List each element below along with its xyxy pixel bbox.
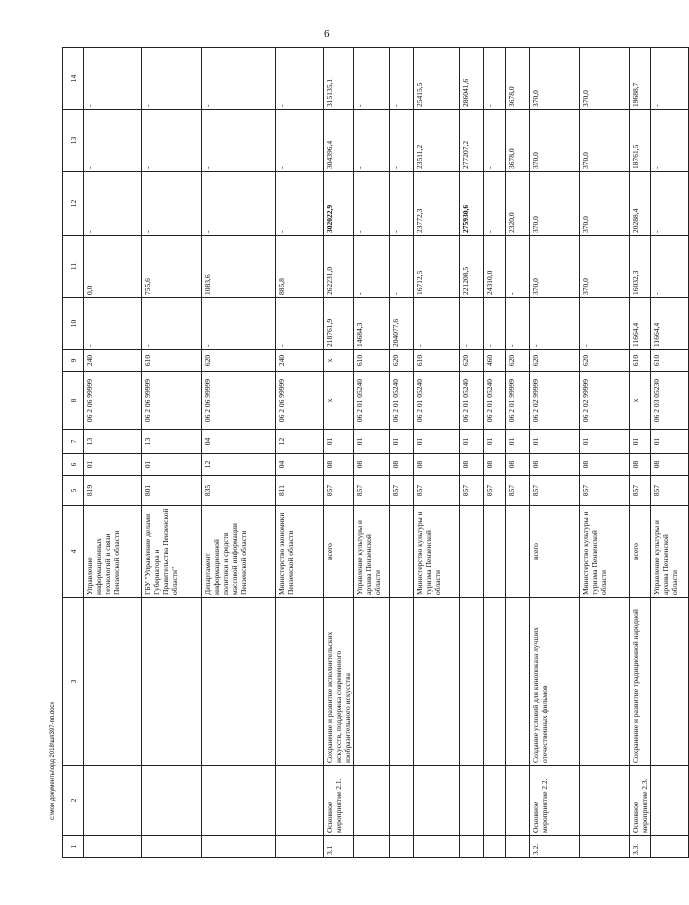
column-header: 4: [63, 506, 84, 598]
table-cell: всего: [630, 506, 651, 598]
table-row: [202, 48, 276, 858]
table-cell: 3678,0: [506, 110, 530, 172]
table-cell: [506, 598, 530, 766]
table-cell: [580, 598, 630, 766]
table-cell: -: [651, 172, 689, 236]
table-cell: 819: [84, 476, 142, 506]
footer-path: [50, 701, 64, 830]
table-cell: -: [414, 298, 460, 350]
table-cell: Сохранение и развитие традиционной народной: [630, 598, 651, 766]
table-cell: 06 2 06 99999: [276, 372, 324, 430]
table-cell: 08: [484, 454, 506, 476]
table-cell: 3.3.: [630, 836, 651, 858]
column-header: 3: [63, 598, 84, 766]
table-cell: всего: [530, 506, 580, 598]
footer-path-text: c:\мои документы\орд 2018\шп397-пп.docx: [50, 701, 56, 820]
table-cell: 610: [142, 350, 202, 372]
table-cell: [142, 598, 202, 766]
table-cell: 1083,6: [202, 236, 276, 298]
table-cell: 01: [484, 430, 506, 454]
table-cell: 3.1: [324, 836, 354, 858]
column-header: 5: [63, 476, 84, 506]
table-cell: 01: [580, 430, 630, 454]
table-cell: 3.2.: [530, 836, 580, 858]
table-cell: 620: [202, 350, 276, 372]
table-cell: [142, 836, 202, 858]
table-cell: 218761,9: [324, 298, 354, 350]
table-cell: [484, 506, 506, 598]
table-cell: 08: [506, 454, 530, 476]
table-cell: 857: [414, 476, 460, 506]
table-cell: 01: [324, 430, 354, 454]
table-cell: 857: [651, 476, 689, 506]
table-row: [651, 48, 689, 858]
header-row: [63, 48, 84, 858]
table-cell: 262231,0: [324, 236, 354, 298]
table-cell: -: [276, 298, 324, 350]
table-cell: 857: [324, 476, 354, 506]
column-header: 8: [63, 372, 84, 430]
table-cell: 620: [530, 350, 580, 372]
page-number: 6: [324, 28, 330, 40]
table-row: [414, 48, 460, 858]
table-cell: -: [460, 298, 484, 350]
table-cell: 620: [460, 350, 484, 372]
table-cell: [484, 766, 506, 836]
table-cell: -: [142, 298, 202, 350]
table-cell: [580, 766, 630, 836]
table-cell: -: [580, 298, 630, 350]
table-cell: 857: [390, 476, 414, 506]
table-cell: 610: [414, 350, 460, 372]
table-cell: 08: [324, 454, 354, 476]
table-cell: 25415,5: [414, 48, 460, 110]
table-cell: -: [202, 110, 276, 172]
table-row: [142, 48, 202, 858]
table-cell: 885,8: [276, 236, 324, 298]
table-cell: 370,0: [530, 48, 580, 110]
table-cell: 2320,0: [506, 172, 530, 236]
column-header: 10: [63, 298, 84, 350]
table-cell: [506, 836, 530, 858]
column-header: 7: [63, 430, 84, 454]
table-cell: 811: [276, 476, 324, 506]
table-cell: 08: [530, 454, 580, 476]
table-cell: 3678,0: [506, 48, 530, 110]
column-header: 13: [63, 110, 84, 172]
table-cell: [414, 836, 460, 858]
table-cell: 06 2 01 05240: [414, 372, 460, 430]
table-cell: -: [484, 298, 506, 350]
table-cell: [202, 598, 276, 766]
table-cell: 06 2 03 05230: [651, 372, 689, 430]
table-cell: 370,0: [580, 172, 630, 236]
table-cell: 04: [202, 430, 276, 454]
table-cell: х: [324, 372, 354, 430]
table-cell: -: [142, 172, 202, 236]
table-cell: 610: [630, 350, 651, 372]
column-header: 12: [63, 172, 84, 236]
table-cell: Управление информационных технологий и связи Пензенской области: [84, 506, 142, 598]
table-cell: 370,0: [530, 236, 580, 298]
table-cell: 857: [506, 476, 530, 506]
table-cell: Министерство экономики Пензенской области: [276, 506, 324, 598]
table-cell: 06 2 06 99999: [142, 372, 202, 430]
table-cell: -: [390, 48, 414, 110]
table-cell: 204077,6: [390, 298, 414, 350]
table-cell: 460: [484, 350, 506, 372]
table-cell: 370,0: [580, 48, 630, 110]
table-cell: -: [84, 48, 142, 110]
table-cell: 01: [414, 430, 460, 454]
table-cell: [390, 506, 414, 598]
table-cell: -: [651, 236, 689, 298]
table-cell: 304396,4: [324, 110, 354, 172]
table-cell: 24310,0: [484, 236, 506, 298]
column-header: 1: [63, 836, 84, 858]
table-cell: 06 2 06 99999: [84, 372, 142, 430]
table-cell: [484, 598, 506, 766]
table-cell: -: [142, 110, 202, 172]
table-row: [580, 48, 630, 858]
column-header: 6: [63, 454, 84, 476]
table-cell: -: [354, 172, 390, 236]
table-cell: 13: [84, 430, 142, 454]
table-row: [460, 48, 484, 858]
table-cell: Министерство культуры и туризма Пензенской области: [580, 506, 630, 598]
table-cell: 18761,5: [630, 110, 651, 172]
table-cell: 275930,6: [460, 172, 484, 236]
table-row: [354, 48, 390, 858]
table-cell: 08: [390, 454, 414, 476]
table-cell: всего: [324, 506, 354, 598]
table-cell: [414, 598, 460, 766]
table-cell: [460, 836, 484, 858]
table-cell: 240: [276, 350, 324, 372]
table-cell: 08: [580, 454, 630, 476]
table-cell: 01: [530, 430, 580, 454]
table-cell: [506, 506, 530, 598]
table-cell: 12: [276, 430, 324, 454]
table-cell: 277207,2: [460, 110, 484, 172]
table-row: [506, 48, 530, 858]
table-cell: [276, 766, 324, 836]
table-cell: 06 2 01 05240: [460, 372, 484, 430]
table-cell: 11664,4: [651, 298, 689, 350]
table-cell: 23511,2: [414, 110, 460, 172]
table-cell: 06 2 01 05240: [390, 372, 414, 430]
table-cell: 06 2 01 05240: [354, 372, 390, 430]
table-row: [390, 48, 414, 858]
table-cell: [460, 598, 484, 766]
table-cell: -: [354, 236, 390, 298]
table-cell: 01: [84, 454, 142, 476]
table-cell: 19688,7: [630, 48, 651, 110]
table-cell: [84, 766, 142, 836]
table-cell: 01: [354, 430, 390, 454]
table-cell: 286041,6: [460, 48, 484, 110]
table-cell: 315135,1: [324, 48, 354, 110]
table-cell: [506, 766, 530, 836]
table-cell: 16032,3: [630, 236, 651, 298]
table-cell: 620: [580, 350, 630, 372]
table-cell: Министерство культуры и туризма Пензенской области: [414, 506, 460, 598]
table-cell: 620: [390, 350, 414, 372]
table-cell: [651, 598, 689, 766]
table-cell: 835: [202, 476, 276, 506]
table-cell: 857: [580, 476, 630, 506]
table-cell: [354, 836, 390, 858]
table-row: [484, 48, 506, 858]
table-cell: Основное мероприятие 2.1.: [324, 766, 354, 836]
table-cell: Создание условий для кинопоказа лучших отечественных фильмов: [530, 598, 580, 766]
table-cell: 20288,4: [630, 172, 651, 236]
table-cell: х: [630, 372, 651, 430]
table-cell: -: [354, 110, 390, 172]
table-cell: 240: [84, 350, 142, 372]
table-cell: 08: [630, 454, 651, 476]
table-cell: 801: [142, 476, 202, 506]
table-cell: 06 2 02 99999: [530, 372, 580, 430]
table-cell: [484, 836, 506, 858]
table-cell: 01: [142, 454, 202, 476]
table-cell: [460, 766, 484, 836]
table-cell: [390, 598, 414, 766]
table-cell: 01: [651, 430, 689, 454]
table-cell: Управление культуры и архива Пензенской области: [651, 506, 689, 598]
table-cell: [390, 766, 414, 836]
table-cell: 0,0: [84, 236, 142, 298]
table-cell: 857: [530, 476, 580, 506]
table-cell: [276, 836, 324, 858]
budget-table: [62, 47, 689, 858]
table-row: [630, 48, 651, 858]
table-cell: -: [276, 110, 324, 172]
table-cell: 06 2 01 05240: [484, 372, 506, 430]
table-cell: -: [202, 172, 276, 236]
table-cell: [84, 598, 142, 766]
table-cell: 620: [506, 350, 530, 372]
table-cell: [651, 766, 689, 836]
table-cell: -: [651, 48, 689, 110]
table-cell: 01: [390, 430, 414, 454]
table-cell: [354, 598, 390, 766]
table-cell: -: [354, 48, 390, 110]
table-cell: -: [530, 298, 580, 350]
column-header: 2: [63, 766, 84, 836]
table-cell: х: [324, 350, 354, 372]
table-cell: [276, 598, 324, 766]
table-cell: -: [276, 48, 324, 110]
column-header: 9: [63, 350, 84, 372]
table-cell: 370,0: [580, 236, 630, 298]
table-cell: 221208,5: [460, 236, 484, 298]
table-cell: 857: [460, 476, 484, 506]
table-cell: [390, 836, 414, 858]
table-cell: 04: [276, 454, 324, 476]
table-cell: 16712,5: [414, 236, 460, 298]
table-cell: -: [202, 48, 276, 110]
table-cell: 08: [354, 454, 390, 476]
table-cell: -: [390, 110, 414, 172]
table-cell: [202, 766, 276, 836]
table-cell: 370,0: [530, 172, 580, 236]
table-cell: 13: [142, 430, 202, 454]
table-cell: [460, 506, 484, 598]
table-cell: Основное мероприятие 2.2.: [530, 766, 580, 836]
table-cell: -: [84, 172, 142, 236]
table-cell: 08: [414, 454, 460, 476]
table-cell: -: [142, 48, 202, 110]
table-cell: -: [506, 298, 530, 350]
table-cell: 08: [460, 454, 484, 476]
table-cell: 14684,3: [354, 298, 390, 350]
table-row: [84, 48, 142, 858]
table-cell: 12: [202, 454, 276, 476]
table-cell: [142, 766, 202, 836]
table-cell: 01: [630, 430, 651, 454]
table-cell: -: [84, 110, 142, 172]
table-cell: -: [390, 172, 414, 236]
table-cell: 302022,9: [324, 172, 354, 236]
table-cell: -: [484, 172, 506, 236]
table-cell: 610: [651, 350, 689, 372]
table-cell: 11664,4: [630, 298, 651, 350]
table-cell: Управление культуры и архива Пензенской области: [354, 506, 390, 598]
table-cell: 370,0: [530, 110, 580, 172]
table-cell: ГБУ "Управление делами Губернатора и Правительства Пензенской области": [142, 506, 202, 598]
table-cell: -: [84, 298, 142, 350]
table-cell: 857: [484, 476, 506, 506]
rotated-page: [62, 48, 679, 858]
table-cell: 610: [354, 350, 390, 372]
table-cell: 857: [630, 476, 651, 506]
table-cell: 06 2 01 99999: [506, 372, 530, 430]
column-header: 11: [63, 236, 84, 298]
table-cell: [202, 836, 276, 858]
table-cell: Сохранение и развитие исполнительских искусств, поддержка современного изобразительного искусства: [324, 598, 354, 766]
table-cell: [354, 766, 390, 836]
table-cell: -: [484, 48, 506, 110]
table-cell: [414, 766, 460, 836]
table-cell: Основное мероприятие 2.3.: [630, 766, 651, 836]
table-cell: 06 2 06 99999: [202, 372, 276, 430]
table-cell: -: [390, 236, 414, 298]
table-cell: 01: [460, 430, 484, 454]
table-cell: 370,0: [580, 110, 630, 172]
table-cell: 06 2 02 99999: [580, 372, 630, 430]
table-cell: -: [651, 110, 689, 172]
column-header: 14: [63, 48, 84, 110]
table-cell: -: [202, 298, 276, 350]
table-cell: 755,6: [142, 236, 202, 298]
table-cell: -: [484, 110, 506, 172]
table-cell: [651, 836, 689, 858]
table-cell: 23772,3: [414, 172, 460, 236]
table-cell: 08: [651, 454, 689, 476]
table-cell: Департамент информационной политики и средств массовой информации Пензенской области: [202, 506, 276, 598]
table-row: [530, 48, 580, 858]
table-cell: 01: [506, 430, 530, 454]
table-row: [324, 48, 354, 858]
table-cell: [84, 836, 142, 858]
table-cell: -: [506, 236, 530, 298]
table-cell: 857: [354, 476, 390, 506]
table-cell: -: [276, 172, 324, 236]
table-row: [276, 48, 324, 858]
table-cell: [580, 836, 630, 858]
